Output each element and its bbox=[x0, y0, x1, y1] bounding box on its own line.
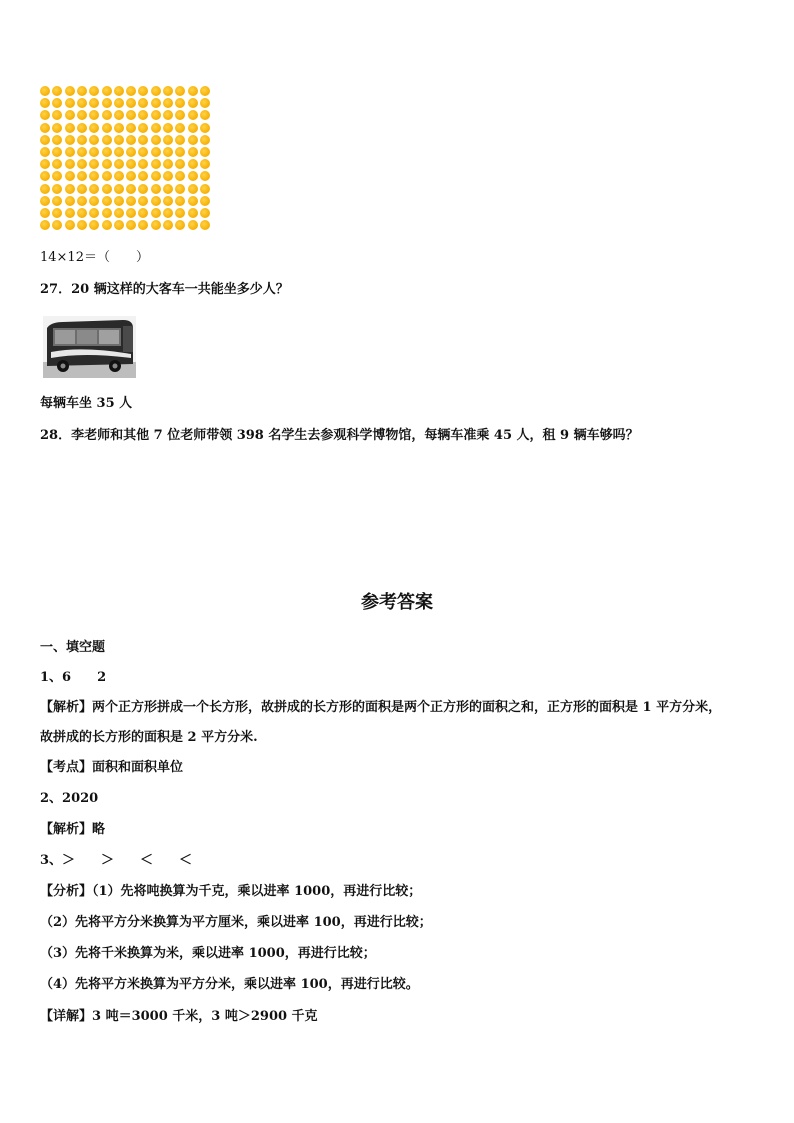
orange-dot-icon bbox=[89, 86, 99, 96]
orange-dot-icon bbox=[200, 208, 210, 218]
orange-dot-icon bbox=[77, 220, 87, 230]
section-heading: 一、填空题 bbox=[40, 640, 106, 655]
orange-dot-icon bbox=[126, 147, 136, 157]
orange-dot-icon bbox=[200, 171, 210, 181]
orange-dot-icon bbox=[102, 135, 112, 145]
answer-line-10: （3）先将千米换算为米，乘以进率 1000，再进行比较； bbox=[40, 946, 376, 961]
orange-dot-icon bbox=[114, 171, 124, 181]
orange-dot-icon bbox=[151, 184, 161, 194]
orange-dot-icon bbox=[77, 184, 87, 194]
orange-dot-icon bbox=[89, 159, 99, 169]
orange-dot-icon bbox=[65, 98, 75, 108]
orange-dot-icon bbox=[200, 86, 210, 96]
orange-dot-icon bbox=[188, 159, 198, 169]
orange-dot-icon bbox=[151, 171, 161, 181]
orange-dot-icon bbox=[200, 220, 210, 230]
orange-dot-icon bbox=[114, 98, 124, 108]
orange-dot-icon bbox=[175, 123, 185, 133]
orange-dot-icon bbox=[102, 98, 112, 108]
answer-line-4: 【考点】面积和面积单位 bbox=[40, 760, 184, 775]
orange-dot-icon bbox=[188, 184, 198, 194]
orange-dot-icon bbox=[102, 220, 112, 230]
orange-dot-icon bbox=[138, 184, 148, 194]
orange-dot-icon bbox=[188, 196, 198, 206]
orange-dot-icon bbox=[52, 86, 62, 96]
orange-dot-icon bbox=[114, 220, 124, 230]
orange-dot-icon bbox=[126, 159, 136, 169]
answer-line-1: 1、6 2 bbox=[40, 670, 107, 685]
orange-dot-icon bbox=[77, 171, 87, 181]
orange-dot-icon bbox=[188, 98, 198, 108]
orange-dot-icon bbox=[163, 208, 173, 218]
orange-dot-icon bbox=[40, 110, 50, 120]
orange-dot-icon bbox=[175, 86, 185, 96]
orange-dot-icon bbox=[163, 123, 173, 133]
orange-dot-icon bbox=[126, 86, 136, 96]
orange-dot-icon bbox=[65, 196, 75, 206]
orange-dot-icon bbox=[175, 135, 185, 145]
orange-dot-icon bbox=[77, 135, 87, 145]
orange-dot-icon bbox=[89, 208, 99, 218]
orange-dot-icon bbox=[151, 208, 161, 218]
orange-dot-icon bbox=[114, 110, 124, 120]
orange-dot-icon bbox=[163, 196, 173, 206]
orange-dot-icon bbox=[163, 86, 173, 96]
orange-dot-icon bbox=[138, 98, 148, 108]
orange-dot-icon bbox=[65, 171, 75, 181]
orange-dot-icon bbox=[175, 110, 185, 120]
orange-dot-icon bbox=[114, 123, 124, 133]
orange-dot-icon bbox=[163, 135, 173, 145]
orange-dot-icon bbox=[89, 98, 99, 108]
orange-dot-icon bbox=[138, 147, 148, 157]
orange-dot-icon bbox=[77, 86, 87, 96]
orange-dot-icon bbox=[138, 220, 148, 230]
orange-dot-icon bbox=[126, 123, 136, 133]
orange-dot-icon bbox=[40, 135, 50, 145]
orange-dot-icon bbox=[89, 196, 99, 206]
orange-dot-icon bbox=[40, 86, 50, 96]
orange-dot-icon bbox=[114, 159, 124, 169]
orange-dot-icon bbox=[114, 184, 124, 194]
orange-dot-icon bbox=[175, 171, 185, 181]
orange-dot-icon bbox=[77, 159, 87, 169]
orange-dot-icon bbox=[126, 98, 136, 108]
orange-dot-icon bbox=[65, 220, 75, 230]
orange-dot-icon bbox=[138, 208, 148, 218]
orange-dot-icon bbox=[52, 110, 62, 120]
answer-line-11: （4）先将平方米换算为平方分米，乘以进率 100，再进行比较。 bbox=[40, 977, 419, 992]
orange-dot-icon bbox=[163, 98, 173, 108]
orange-dot-icon bbox=[200, 196, 210, 206]
orange-dot-icon bbox=[163, 110, 173, 120]
orange-dot-icon bbox=[151, 123, 161, 133]
orange-dot-icon bbox=[163, 159, 173, 169]
orange-dot-icon bbox=[89, 184, 99, 194]
orange-dot-icon bbox=[138, 135, 148, 145]
orange-dot-icon bbox=[89, 220, 99, 230]
orange-dot-icon bbox=[40, 98, 50, 108]
orange-dot-array bbox=[40, 86, 212, 232]
orange-dot-icon bbox=[151, 135, 161, 145]
orange-dot-icon bbox=[65, 86, 75, 96]
orange-dot-icon bbox=[65, 123, 75, 133]
orange-dot-icon bbox=[89, 171, 99, 181]
orange-dot-icon bbox=[126, 220, 136, 230]
orange-dot-icon bbox=[77, 147, 87, 157]
orange-dot-icon bbox=[138, 110, 148, 120]
orange-dot-icon bbox=[40, 171, 50, 181]
orange-dot-icon bbox=[65, 110, 75, 120]
orange-dot-icon bbox=[52, 159, 62, 169]
orange-dot-icon bbox=[52, 208, 62, 218]
orange-dot-icon bbox=[151, 98, 161, 108]
orange-dot-icon bbox=[126, 135, 136, 145]
answer-line-5: 2、2020 bbox=[40, 791, 99, 806]
orange-dot-icon bbox=[175, 147, 185, 157]
orange-dot-icon bbox=[114, 86, 124, 96]
orange-dot-icon bbox=[65, 184, 75, 194]
orange-dot-icon bbox=[200, 123, 210, 133]
question-27-text: 27．20 辆这样的大客车一共能坐多少人？ bbox=[40, 282, 289, 297]
orange-dot-icon bbox=[102, 196, 112, 206]
orange-dot-icon bbox=[151, 147, 161, 157]
orange-dot-icon bbox=[188, 220, 198, 230]
orange-dot-icon bbox=[175, 196, 185, 206]
orange-dot-icon bbox=[89, 110, 99, 120]
answer-line-12: 【详解】3 吨＝3000 千米，3 吨＞2900 千克 bbox=[40, 1009, 318, 1024]
orange-dot-icon bbox=[126, 110, 136, 120]
orange-dot-icon bbox=[151, 86, 161, 96]
answer-line-8: 【分析】（1）先将吨换算为千克，乘以进率 1000，再进行比较； bbox=[40, 884, 422, 899]
orange-dot-icon bbox=[151, 159, 161, 169]
orange-dot-icon bbox=[138, 196, 148, 206]
orange-dot-icon bbox=[163, 184, 173, 194]
orange-dot-icon bbox=[138, 86, 148, 96]
orange-dot-icon bbox=[200, 110, 210, 120]
orange-dot-icon bbox=[188, 147, 198, 157]
orange-dot-icon bbox=[175, 159, 185, 169]
answer-line-3: 故拼成的长方形的面积是 2 平方分米. bbox=[40, 730, 258, 745]
orange-dot-icon bbox=[89, 147, 99, 157]
orange-dot-icon bbox=[175, 220, 185, 230]
orange-dot-icon bbox=[114, 208, 124, 218]
orange-dot-icon bbox=[102, 86, 112, 96]
orange-dot-icon bbox=[52, 171, 62, 181]
orange-dot-icon bbox=[126, 208, 136, 218]
orange-dot-icon bbox=[188, 135, 198, 145]
orange-dot-icon bbox=[89, 123, 99, 133]
orange-dot-icon bbox=[126, 196, 136, 206]
bus-caption: 每辆车坐 35 人 bbox=[40, 396, 133, 411]
orange-dot-icon bbox=[52, 196, 62, 206]
answer-line-9: （2）先将平方分米换算为平方厘米，乘以进率 100，再进行比较； bbox=[40, 915, 432, 930]
orange-dot-icon bbox=[77, 123, 87, 133]
orange-dot-icon bbox=[40, 147, 50, 157]
orange-dot-icon bbox=[102, 147, 112, 157]
answer-line-2: 【解析】两个正方形拼成一个长方形，故拼成的长方形的面积是两个正方形的面积之和，正方形的面积是 1 平方分米， bbox=[40, 700, 722, 715]
orange-dot-icon bbox=[52, 98, 62, 108]
orange-dot-icon bbox=[138, 171, 148, 181]
orange-dot-icon bbox=[102, 171, 112, 181]
orange-dot-icon bbox=[77, 98, 87, 108]
orange-dot-icon bbox=[77, 110, 87, 120]
orange-dot-icon bbox=[163, 171, 173, 181]
orange-dot-icon bbox=[65, 135, 75, 145]
orange-dot-icon bbox=[40, 159, 50, 169]
orange-dot-icon bbox=[126, 184, 136, 194]
orange-dot-icon bbox=[200, 147, 210, 157]
orange-dot-icon bbox=[138, 123, 148, 133]
orange-dot-icon bbox=[52, 135, 62, 145]
bus-photo-icon bbox=[43, 316, 136, 378]
orange-dot-icon bbox=[52, 147, 62, 157]
orange-dot-icon bbox=[175, 184, 185, 194]
orange-dot-icon bbox=[138, 159, 148, 169]
orange-dot-icon bbox=[200, 184, 210, 194]
answer-title: 参考答案 bbox=[361, 592, 433, 613]
orange-dot-icon bbox=[163, 220, 173, 230]
orange-dot-icon bbox=[175, 208, 185, 218]
orange-dot-icon bbox=[151, 110, 161, 120]
answer-line-6: 【解析】略 bbox=[40, 822, 106, 837]
orange-dot-icon bbox=[77, 208, 87, 218]
orange-dot-icon bbox=[188, 86, 198, 96]
orange-dot-icon bbox=[40, 208, 50, 218]
orange-dot-icon bbox=[188, 110, 198, 120]
question-28-text: 28．李老师和其他 7 位老师带领 398 名学生去参观科学博物馆，每辆车准乘 45 人，租 9 辆车够吗？ bbox=[40, 428, 639, 443]
orange-dot-icon bbox=[102, 123, 112, 133]
orange-dot-icon bbox=[40, 196, 50, 206]
orange-dot-icon bbox=[65, 208, 75, 218]
orange-dot-icon bbox=[151, 196, 161, 206]
orange-dot-icon bbox=[151, 220, 161, 230]
orange-dot-icon bbox=[40, 184, 50, 194]
orange-dot-icon bbox=[52, 123, 62, 133]
orange-dot-icon bbox=[40, 123, 50, 133]
orange-dot-icon bbox=[52, 220, 62, 230]
orange-dot-icon bbox=[77, 196, 87, 206]
orange-dot-icon bbox=[126, 171, 136, 181]
orange-dot-icon bbox=[114, 147, 124, 157]
orange-dot-icon bbox=[65, 159, 75, 169]
orange-dot-icon bbox=[65, 147, 75, 157]
orange-dot-icon bbox=[163, 147, 173, 157]
orange-dot-icon bbox=[102, 159, 112, 169]
orange-dot-icon bbox=[188, 123, 198, 133]
multiplication-equation: 14×12＝（ ） bbox=[40, 250, 149, 265]
orange-dot-icon bbox=[175, 98, 185, 108]
orange-dot-icon bbox=[188, 208, 198, 218]
orange-dot-icon bbox=[188, 171, 198, 181]
orange-dot-icon bbox=[200, 135, 210, 145]
orange-dot-icon bbox=[40, 220, 50, 230]
answer-line-7: 3、＞ ＞ ＜ ＜ bbox=[40, 853, 193, 868]
orange-dot-icon bbox=[114, 196, 124, 206]
orange-dot-icon bbox=[102, 184, 112, 194]
orange-dot-icon bbox=[89, 135, 99, 145]
orange-dot-icon bbox=[52, 184, 62, 194]
orange-dot-icon bbox=[102, 208, 112, 218]
orange-dot-icon bbox=[114, 135, 124, 145]
orange-dot-icon bbox=[200, 159, 210, 169]
orange-dot-icon bbox=[102, 110, 112, 120]
orange-dot-icon bbox=[200, 98, 210, 108]
